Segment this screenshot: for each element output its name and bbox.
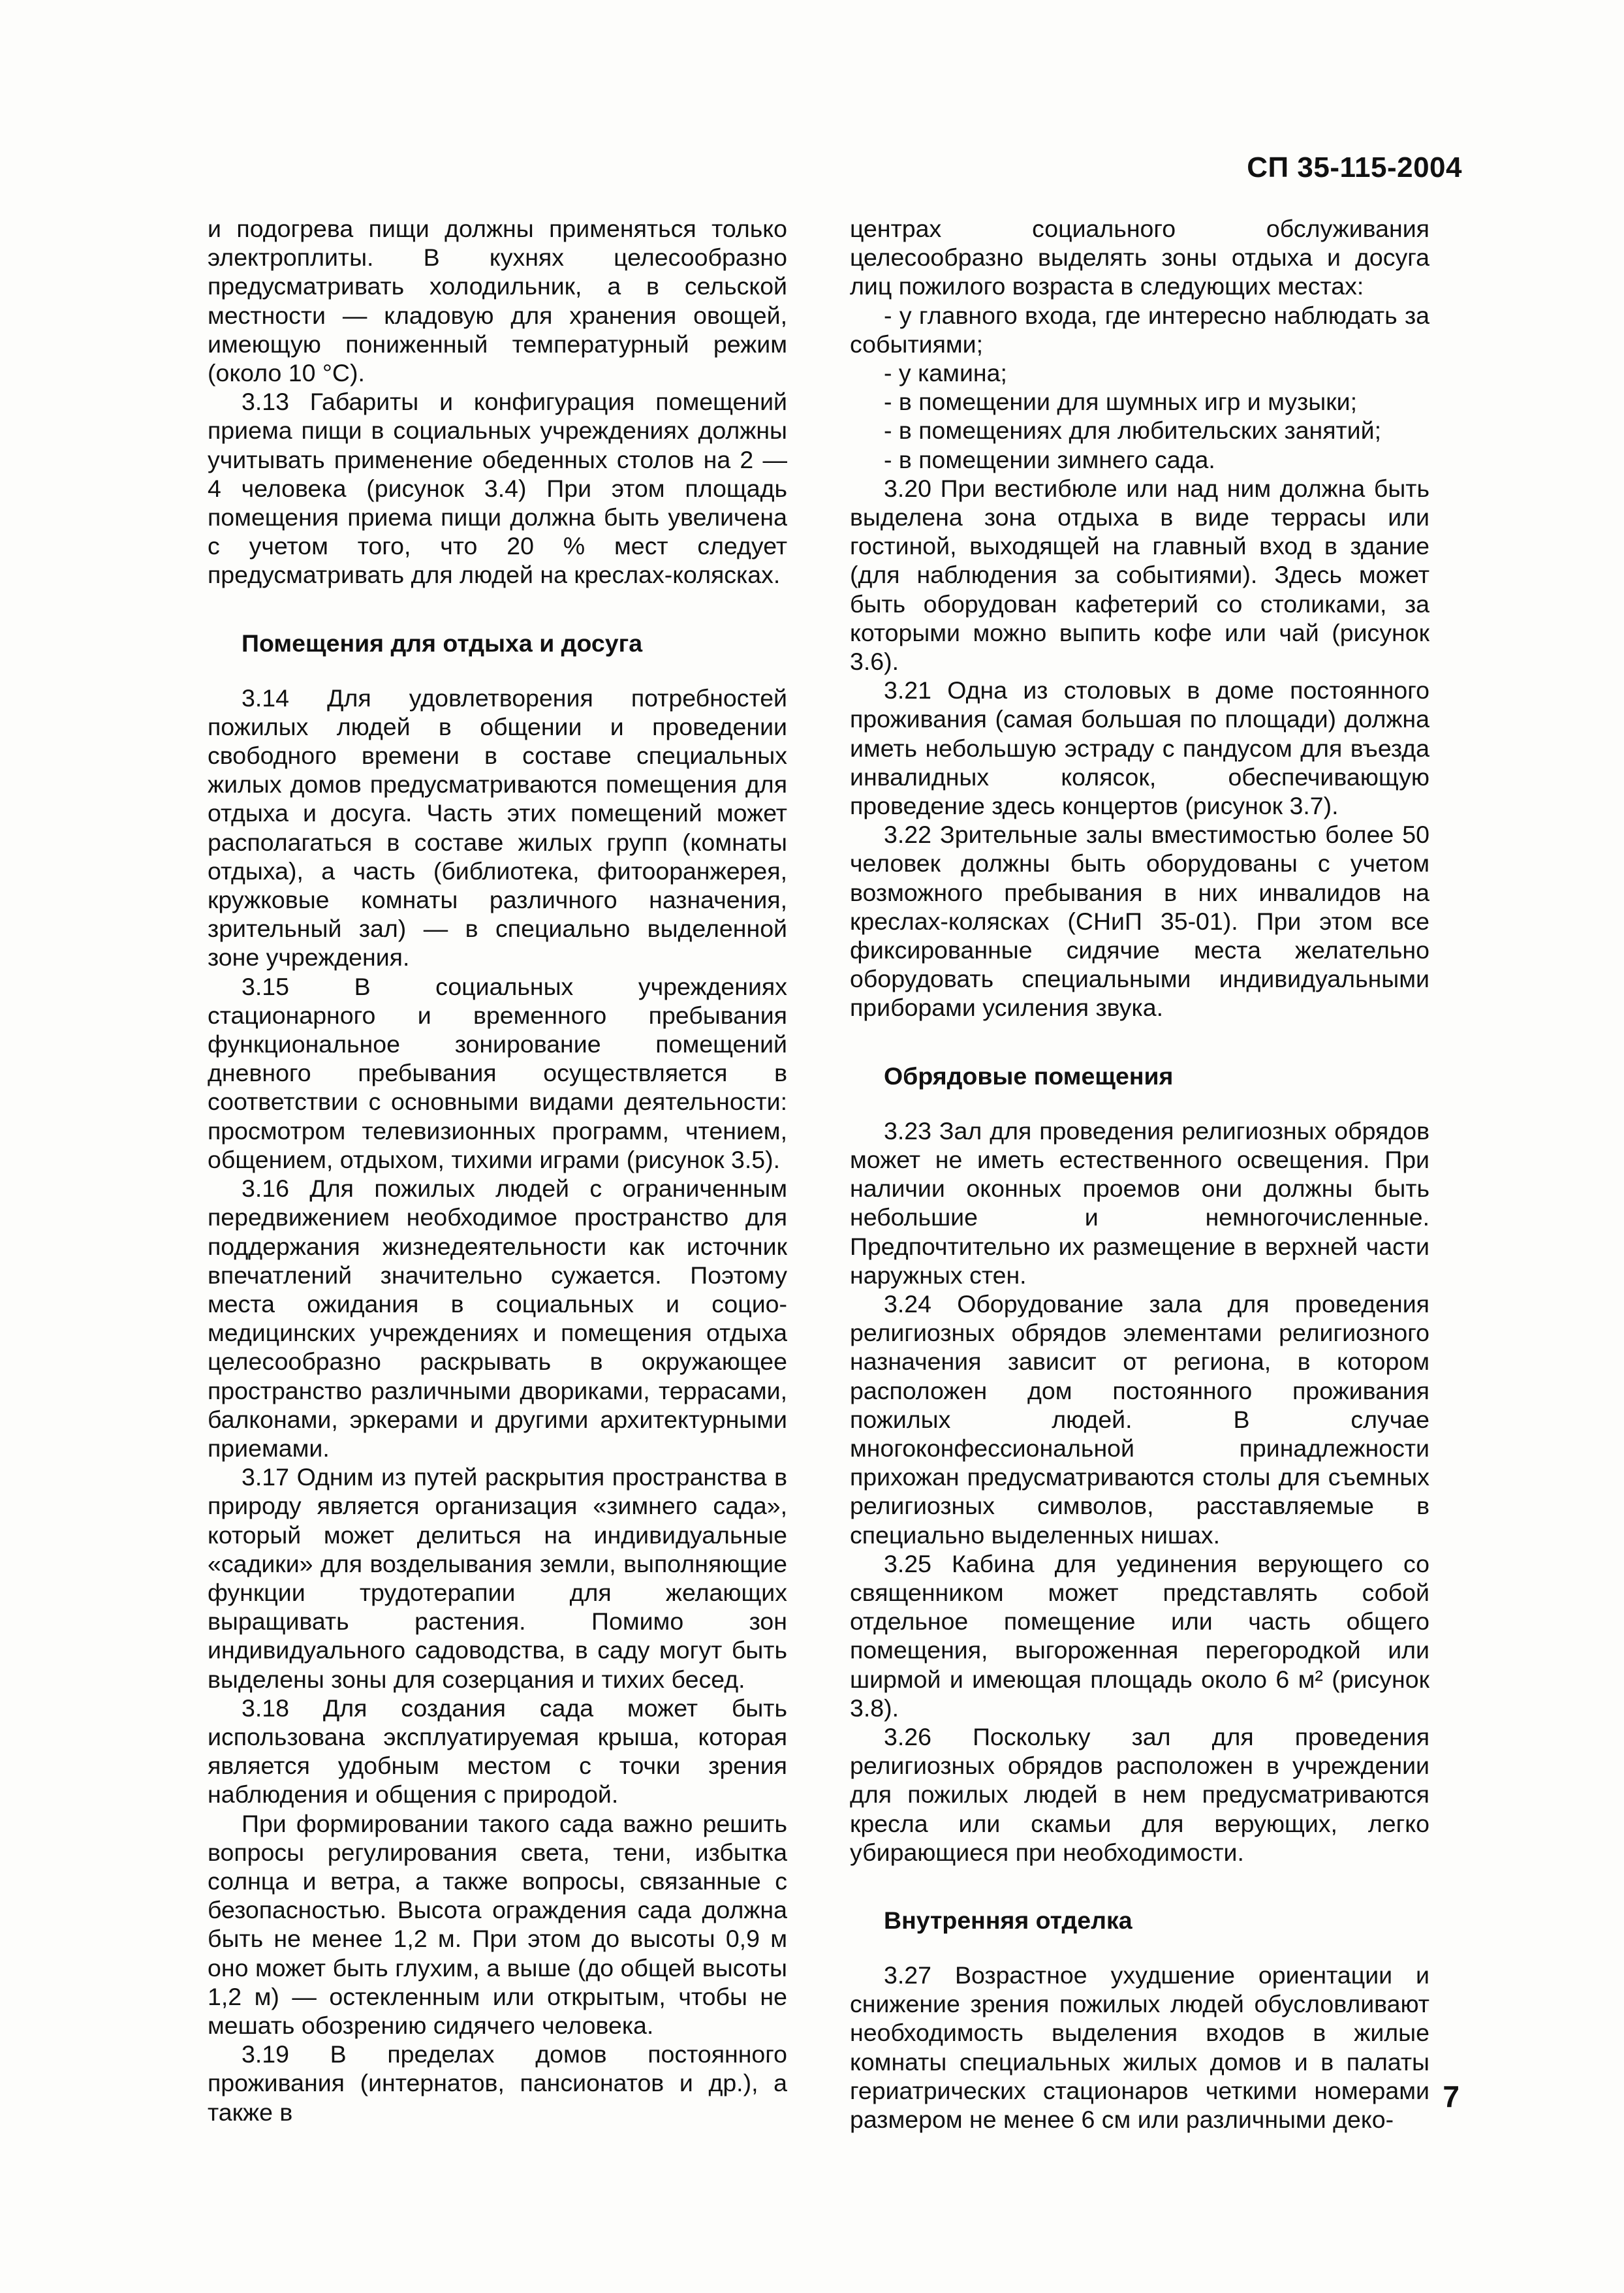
section-heading: Внутренняя отделка [884,1906,1132,1934]
paragraph: При формировании такого сада важно решить вопросы регулирования света, тени, избытка солнца и ветра, а также вопросы, связанные с безопасностью. Высота ограждения сада должна быть не менее 1,2 м. При этом до высоты 0,9 м оно может быть глухим, а выше (до общей высоты 1,2 м) — остекленным или открытым, чтобы не мешать обозрению сидячего человека. [208,1809,787,2039]
paragraph: 3.13 Габариты и конфигурация помещений приема пищи в социальных учреждениях должны учитывать применение обеденных столов на 2 — 4 человека (рисунок 3.4) При этом площадь помещения приема пищи должна быть увеличена с учетом того, что 20 % мест следует предусматривать для людей на креслах-колясках. [208,388,787,589]
paragraph: 3.22 Зрительные залы вместимостью более 50 человек должны быть оборудованы с учетом возможного пребывания в них инвалидов на креслах-колясках (СНиП 35-01). При этом все фиксированные сидячие места желательно оборудовать специальными индивидуальными приборами усиления звука. [850,821,1429,1022]
right-column [850,214,1429,2134]
paragraph: 3.26 Поскольку зал для проведения религиозных обрядов расположен в учреждении для пожилых людей в нем предусматриваются кресла или скамьи для верующих, легко убирающиеся при необходимости. [850,1722,1429,1866]
paragraph: 3.19 В пределах домов постоянного проживания (интернатов, пансионатов и др.), а также в [208,2040,787,2126]
list-item: - в помещении зимнего сада. [884,445,1215,473]
paragraph: и подогрева пищи должны применяться только электроплиты. В кухнях целесообразно предусматривать холодильник, а в сельской местности — кладовую для хранения овощей, имеющую пониженный температурный режим (около 10 °С). [208,215,787,387]
paragraph: 3.17 Одним из путей раскрытия пространства в природу является организация «зимнего сада», который может делиться на индивидуальные «садики» для возделывания земли, выполняющие функции трудотерапии для желающих выращивать растения. Помимо зон индивидуального садоводства, в саду могут быть выделены зоны для созерцания и тихих бесед. [208,1463,787,1693]
paragraph: центрах социального обслуживания целесообразно выделять зоны отдыха и досуга лиц пожилого возраста в следующих местах: [850,215,1429,300]
list-item: - у главного входа, где интересно наблюдать за событиями; [850,301,1429,358]
paragraph: 3.23 Зал для проведения религиозных обрядов может не иметь естественного освещения. При наличии оконных проемов они должны быть небольшие и немногочисленные. Предпочтительно их размещение в верхней части наружных стен. [850,1116,1429,1289]
list-item: - в помещениях для любительских занятий; [884,417,1381,445]
page-number: 7 [1443,2080,1460,2113]
list-item: - у камина; [884,359,1007,387]
paragraph: 3.14 Для удовлетворения потребностей пожилых людей в общении и проведении свободного времени в составе специальных жилых домов предусматриваются помещения для отдыха и досуга. Часть этих помещений может располагаться в составе жилых групп (комнаты отдыха), а часть (библиотека, фитооранжерея, кружковые комнаты различного назначения, зрительный зал) — в специально выделенной зоне учреждения. [208,684,787,972]
paragraph: 3.21 Одна из столовых в доме постоянного проживания (самая большая по площади) должна иметь небольшую эстраду с пандусом для въезда инвалидных колясок, обеспечивающую проведение здесь концертов (рисунок 3.7). [850,676,1429,820]
paragraph: 3.25 Кабина для уединения верующего со священником может представлять собой отдельное помещение или часть общего помещения, выгороженная перегородкой или ширмой и имеющая площадь около 6 м² (рисунок 3.8). [850,1549,1429,1722]
paragraph: 3.15 В социальных учреждениях стационарного и временного пребывания функциональное зонирование помещений дневного пребывания осуществляется в соответствии с основными видами деятельности: просмотром телевизионных программ, чтением, общением, отдыхом, тихими играми (рисунок 3.5). [208,972,787,1173]
document-code: СП 35-115-2004 [1247,151,1462,183]
section-heading: Обрядовые помещения [884,1062,1174,1090]
list-item: - в помещении для шумных игр и музыки; [884,388,1358,416]
paragraph: 3.20 При вестибюле или над ним должна быть выделена зона отдыха в виде террасы или гостиной, выходящей на главный вход в здание (для наблюдения за событиями). Здесь может быть оборудован кафетерий со столиками, за которыми можно выпить кофе или чай (рисунок 3.6). [850,474,1429,676]
left-column [208,214,787,2127]
paragraph: 3.24 Оборудование зала для проведения религиозных обрядов элементами религиозного назначения зависит от региона, в котором расположен дом постоянного проживания пожилых людей. В случае многоконфессиональной принадлежности прихожан предусматриваются столы для съемных религиозных символов, расставляемые в специально выделенных нишах. [850,1289,1429,1549]
paragraph: 3.16 Для пожилых людей с ограниченным передвижением необходимое пространство для поддержания жизнедеятельности как источник впечатлений значительно сужается. Поэтому места ожидания в социальных и социо-медицинских учреждениях и помещения отдыха целесообразно раскрывать в окружающее пространство различными двориками, террасами, балконами, эркерами и другими архитектурными приемами. [208,1175,787,1462]
section-heading: Помещения для отдыха и досуга [242,629,643,657]
paragraph: 3.27 Возрастное ухудшение ориентации и снижение зрения пожилых людей обусловливают необходимость выделения входов в жилые комнаты специальных жилых домов и в палаты гериатрических стационаров четкими номерами размером не менее 6 см или различными деко- [850,1961,1429,2133]
paragraph: 3.18 Для создания сада может быть использована эксплуатируемая крыша, которая является удобным местом с точки зрения наблюдения и общения с природой. [208,1694,787,1809]
